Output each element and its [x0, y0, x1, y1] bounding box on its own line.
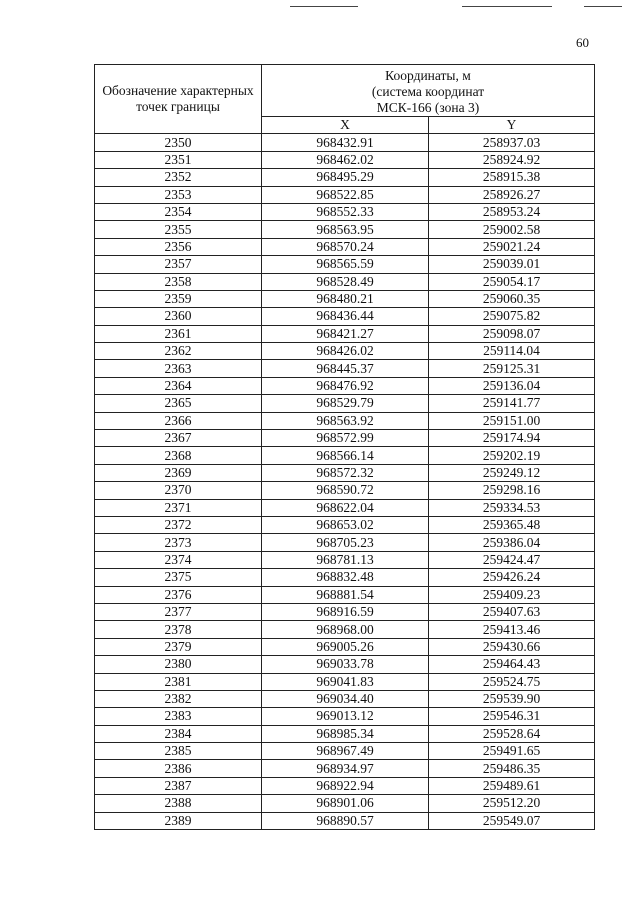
- x-coordinate-cell: 969013.12: [262, 708, 429, 725]
- point-id-cell: 2371: [95, 499, 262, 516]
- x-coordinate-cell: 968552.33: [262, 203, 429, 220]
- table-row: [95, 673, 595, 690]
- table-row: [95, 377, 595, 394]
- table-row: [95, 290, 595, 307]
- point-id-cell: 2382: [95, 690, 262, 707]
- point-id-cell: 2384: [95, 725, 262, 742]
- x-coordinate-cell: 968421.27: [262, 325, 429, 342]
- point-id-cell: 2380: [95, 656, 262, 673]
- table-body: [95, 134, 595, 830]
- x-coordinate-cell: 968563.95: [262, 221, 429, 238]
- x-coordinate-cell: 968432.91: [262, 134, 429, 151]
- point-id-cell: 2377: [95, 603, 262, 620]
- table-row: [95, 725, 595, 742]
- point-id-cell: 2385: [95, 743, 262, 760]
- y-coordinate-cell: 259039.01: [429, 256, 595, 273]
- point-id-cell: 2372: [95, 516, 262, 533]
- table-row: [95, 343, 595, 360]
- table-row: [95, 430, 595, 447]
- table-row: [95, 690, 595, 707]
- y-coordinate-cell: 258924.92: [429, 151, 595, 168]
- x-coordinate-cell: 968566.14: [262, 447, 429, 464]
- designation-header: Обозначение характерных точек границы: [95, 65, 262, 134]
- point-id-cell: 2381: [95, 673, 262, 690]
- x-coordinate-cell: 968462.02: [262, 151, 429, 168]
- y-coordinate-cell: 259413.46: [429, 621, 595, 638]
- table-row: [95, 621, 595, 638]
- table-row: [95, 273, 595, 290]
- point-id-cell: 2376: [95, 586, 262, 603]
- table-row: [95, 395, 595, 412]
- x-coordinate-cell: 968985.34: [262, 725, 429, 742]
- y-coordinate-cell: 259249.12: [429, 464, 595, 481]
- y-coordinate-cell: 259386.04: [429, 534, 595, 551]
- point-id-cell: 2365: [95, 395, 262, 412]
- point-id-cell: 2366: [95, 412, 262, 429]
- y-coordinate-cell: 259528.64: [429, 725, 595, 742]
- top-rule-middle: [462, 6, 552, 7]
- x-coordinate-cell: 969033.78: [262, 656, 429, 673]
- y-coordinate-cell: 259098.07: [429, 325, 595, 342]
- coordinates-header: [262, 65, 595, 117]
- x-coordinate-cell: 968445.37: [262, 360, 429, 377]
- table-row: [95, 499, 595, 516]
- y-coordinate-cell: 259489.61: [429, 777, 595, 794]
- page-number: 60: [576, 35, 589, 50]
- y-coordinate-cell: 259125.31: [429, 360, 595, 377]
- x-coordinate-cell: 968572.99: [262, 430, 429, 447]
- table-row: [95, 569, 595, 586]
- point-id-cell: 2386: [95, 760, 262, 777]
- point-id-cell: 2362: [95, 343, 262, 360]
- point-id-cell: 2350: [95, 134, 262, 151]
- table-row: [95, 186, 595, 203]
- point-id-cell: 2369: [95, 464, 262, 481]
- point-id-cell: 2356: [95, 238, 262, 255]
- boundary-points-table: [94, 64, 595, 830]
- x-coordinate-cell: 968890.57: [262, 812, 429, 829]
- y-coordinate-cell: 259409.23: [429, 586, 595, 603]
- x-coordinate-cell: 969041.83: [262, 673, 429, 690]
- x-coordinate-cell: 968522.85: [262, 186, 429, 203]
- x-coordinate-cell: 968476.92: [262, 377, 429, 394]
- table-row: [95, 708, 595, 725]
- y-coordinate-cell: 259298.16: [429, 482, 595, 499]
- coordinates-header-line3: МСК-166 (зона 3): [376, 100, 480, 115]
- y-coordinate-cell: 259151.00: [429, 412, 595, 429]
- point-id-cell: 2364: [95, 377, 262, 394]
- x-coordinate-cell: 968967.49: [262, 743, 429, 760]
- x-column-header: X: [262, 117, 429, 134]
- point-id-cell: 2379: [95, 638, 262, 655]
- x-coordinate-cell: 968529.79: [262, 395, 429, 412]
- y-coordinate-cell: 259424.47: [429, 551, 595, 568]
- x-coordinate-cell: 968528.49: [262, 273, 429, 290]
- y-coordinate-cell: 258926.27: [429, 186, 595, 203]
- y-coordinate-cell: 259021.24: [429, 238, 595, 255]
- y-coordinate-cell: 259075.82: [429, 308, 595, 325]
- y-coordinate-cell: 259407.63: [429, 603, 595, 620]
- point-id-cell: 2361: [95, 325, 262, 342]
- x-coordinate-cell: 968622.04: [262, 499, 429, 516]
- point-id-cell: 2354: [95, 203, 262, 220]
- x-coordinate-cell: 968832.48: [262, 569, 429, 586]
- y-coordinate-cell: 258953.24: [429, 203, 595, 220]
- table-row: [95, 482, 595, 499]
- point-id-cell: 2367: [95, 430, 262, 447]
- x-coordinate-cell: 968922.94: [262, 777, 429, 794]
- x-coordinate-cell: 968916.59: [262, 603, 429, 620]
- y-coordinate-cell: 259426.24: [429, 569, 595, 586]
- table-row: [95, 534, 595, 551]
- y-coordinate-cell: 259464.43: [429, 656, 595, 673]
- y-coordinate-cell: 259141.77: [429, 395, 595, 412]
- point-id-cell: 2373: [95, 534, 262, 551]
- coordinates-header-line2: (система координат: [371, 84, 485, 99]
- y-coordinate-cell: 259549.07: [429, 812, 595, 829]
- point-id-cell: 2355: [95, 221, 262, 238]
- x-coordinate-cell: 969005.26: [262, 638, 429, 655]
- y-coordinate-cell: 259365.48: [429, 516, 595, 533]
- top-rule-left: [290, 6, 358, 7]
- top-rule-right: [584, 6, 622, 7]
- point-id-cell: 2387: [95, 777, 262, 794]
- table-row: [95, 516, 595, 533]
- y-coordinate-cell: 259174.94: [429, 430, 595, 447]
- point-id-cell: 2358: [95, 273, 262, 290]
- table-row: [95, 169, 595, 186]
- table-row: [95, 151, 595, 168]
- table-row: [95, 760, 595, 777]
- point-id-cell: 2363: [95, 360, 262, 377]
- y-column-header: Y: [429, 117, 595, 134]
- table-row: [95, 743, 595, 760]
- table-row: [95, 221, 595, 238]
- table-row: [95, 203, 595, 220]
- point-id-cell: 2359: [95, 290, 262, 307]
- x-coordinate-cell: 968480.21: [262, 290, 429, 307]
- point-id-cell: 2370: [95, 482, 262, 499]
- point-id-cell: 2357: [95, 256, 262, 273]
- x-coordinate-cell: 968901.06: [262, 795, 429, 812]
- table-row: [95, 656, 595, 673]
- table-row: [95, 238, 595, 255]
- point-id-cell: 2351: [95, 151, 262, 168]
- y-coordinate-cell: 259486.35: [429, 760, 595, 777]
- table-row: [95, 325, 595, 342]
- x-coordinate-cell: 968590.72: [262, 482, 429, 499]
- point-id-cell: 2378: [95, 621, 262, 638]
- point-id-cell: 2383: [95, 708, 262, 725]
- y-coordinate-cell: 258915.38: [429, 169, 595, 186]
- point-id-cell: 2352: [95, 169, 262, 186]
- y-coordinate-cell: 259002.58: [429, 221, 595, 238]
- point-id-cell: 2368: [95, 447, 262, 464]
- table-row: [95, 447, 595, 464]
- table-row: [95, 256, 595, 273]
- table-row: [95, 603, 595, 620]
- x-coordinate-cell: 968968.00: [262, 621, 429, 638]
- x-coordinate-cell: 968934.97: [262, 760, 429, 777]
- x-coordinate-cell: 968565.59: [262, 256, 429, 273]
- x-coordinate-cell: 968426.02: [262, 343, 429, 360]
- table-row: [95, 551, 595, 568]
- x-coordinate-cell: 968563.92: [262, 412, 429, 429]
- table-row: [95, 638, 595, 655]
- y-coordinate-cell: 259430.66: [429, 638, 595, 655]
- table-row: [95, 412, 595, 429]
- y-coordinate-cell: 259202.19: [429, 447, 595, 464]
- y-coordinate-cell: 259539.90: [429, 690, 595, 707]
- y-coordinate-cell: 259060.35: [429, 290, 595, 307]
- point-id-cell: 2360: [95, 308, 262, 325]
- y-coordinate-cell: 259114.04: [429, 343, 595, 360]
- point-id-cell: 2388: [95, 795, 262, 812]
- point-id-cell: 2375: [95, 569, 262, 586]
- table-row: [95, 777, 595, 794]
- x-coordinate-cell: 968705.23: [262, 534, 429, 551]
- y-coordinate-cell: 259136.04: [429, 377, 595, 394]
- point-id-cell: 2389: [95, 812, 262, 829]
- table-row: [95, 308, 595, 325]
- table-row: [95, 464, 595, 481]
- table-row: [95, 795, 595, 812]
- table-row: [95, 586, 595, 603]
- x-coordinate-cell: 968436.44: [262, 308, 429, 325]
- point-id-cell: 2353: [95, 186, 262, 203]
- x-coordinate-cell: 968572.32: [262, 464, 429, 481]
- x-coordinate-cell: 968570.24: [262, 238, 429, 255]
- x-coordinate-cell: 968881.54: [262, 586, 429, 603]
- x-coordinate-cell: 968653.02: [262, 516, 429, 533]
- y-coordinate-cell: 259512.20: [429, 795, 595, 812]
- point-id-cell: 2374: [95, 551, 262, 568]
- y-coordinate-cell: 259054.17: [429, 273, 595, 290]
- x-coordinate-cell: 968781.13: [262, 551, 429, 568]
- x-coordinate-cell: 968495.29: [262, 169, 429, 186]
- y-coordinate-cell: 259524.75: [429, 673, 595, 690]
- y-coordinate-cell: 258937.03: [429, 134, 595, 151]
- table-row: [95, 812, 595, 829]
- y-coordinate-cell: 259491.65: [429, 743, 595, 760]
- table-header-row: [95, 65, 595, 117]
- table-row: [95, 134, 595, 151]
- y-coordinate-cell: 259334.53: [429, 499, 595, 516]
- coordinates-header-line1: Координаты, м: [385, 68, 471, 83]
- y-coordinate-cell: 259546.31: [429, 708, 595, 725]
- x-coordinate-cell: 969034.40: [262, 690, 429, 707]
- table-row: [95, 360, 595, 377]
